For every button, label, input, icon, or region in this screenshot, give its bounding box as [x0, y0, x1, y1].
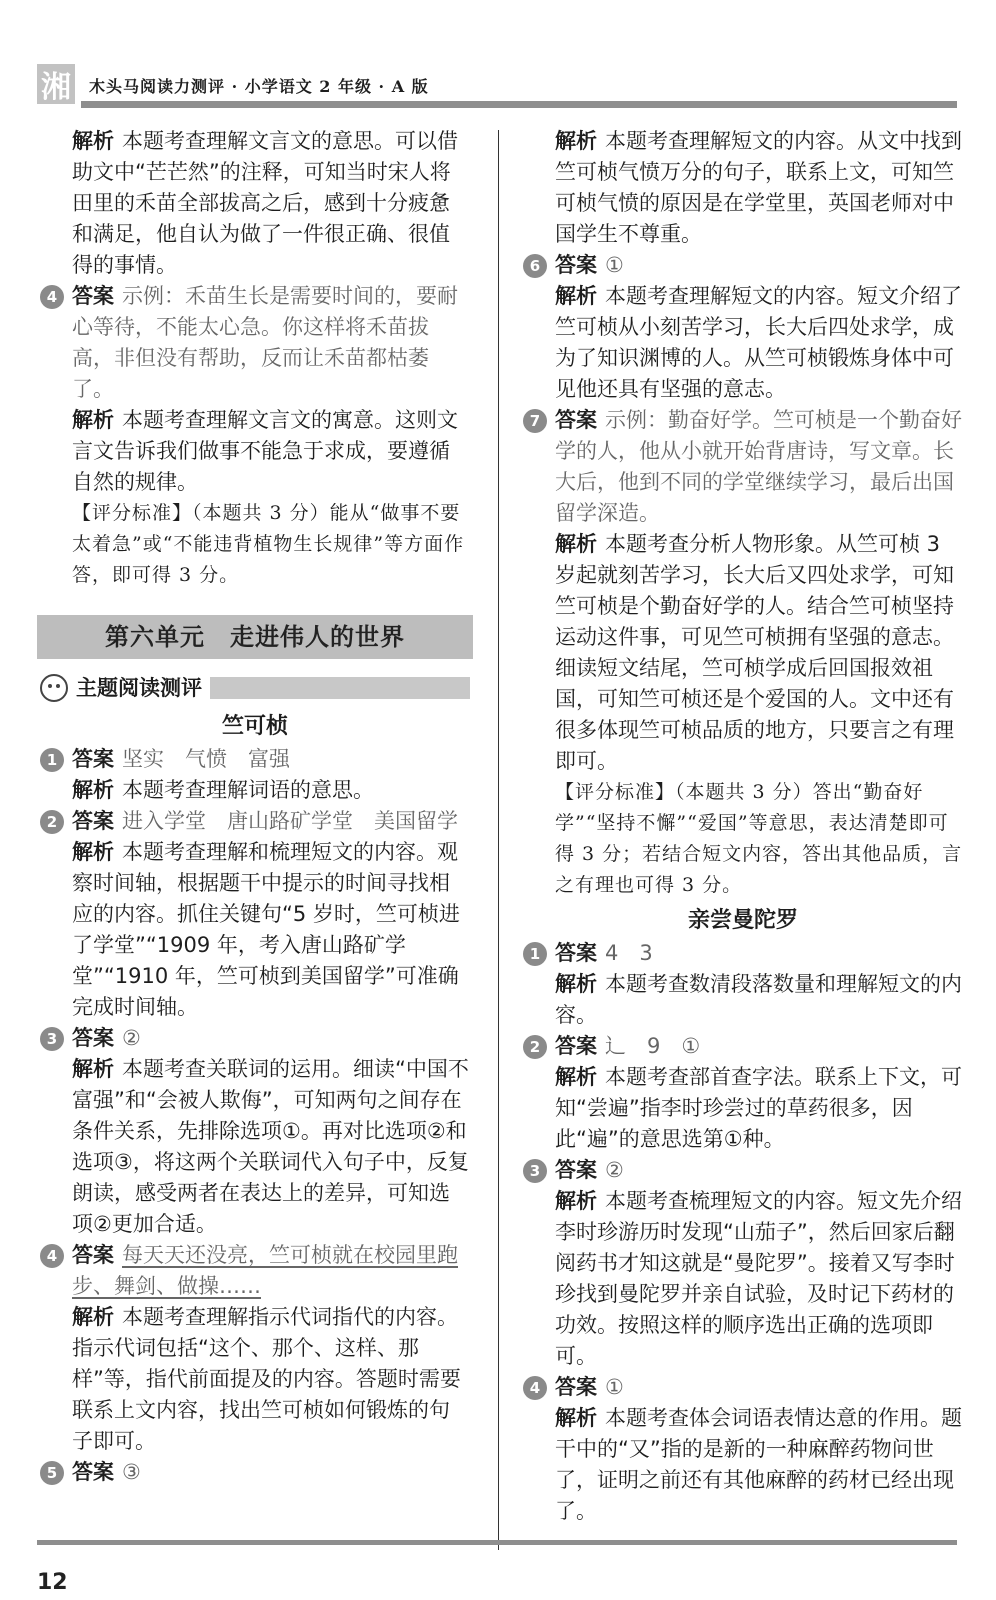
analysis-text: 本题考查理解和梳理短文的内容。观察时间轴，根据题干中提示的时间寻找相应的内容。抓住关键句“5 岁时，竺可桢进了学堂”“1909 年，考入唐山路矿学堂”“1910 年，竺可桢到美国留学”可准确完成时间轴。: [72, 840, 460, 1019]
scoring-criteria: 【评分标准】（本题共 3 分）能从“做事不要太着急”或“不能违背植物生长规律”等方面作答，即可得 3 分。: [72, 502, 465, 586]
analysis-label: 解析: [555, 129, 597, 153]
answer-label: 答案: [555, 253, 597, 277]
question-number: 4: [40, 285, 64, 309]
analysis-text: 本题考查关联词的运用。细读“中国不富强”和“会被人欺侮”，可知两句之间存在条件关系，先排除选项①。再对比选项②和选项③，将这两个关联词代入句子中，反复朗读，感受两者在表达上的差异，可知选项②更加合适。: [72, 1057, 469, 1236]
analysis-text: 本题考查理解短文的内容。短文介绍了竺可桢从小刻苦学习，长大后四处求学，成为了知识渊博的人。从竺可桢锻炼身体中可见他还具有坚强的意志。: [555, 284, 962, 401]
analysis-text: 本题考查梳理短文的内容。短文先介绍李时珍游历时发现“山茄子”，然后回家后翻阅药书才知这就是“曼陀罗”。接着又写李时珍找到曼陀罗并亲自试验，及时记下药材的功效。按照这样的顺序选出正确的选项即可。: [555, 1189, 962, 1368]
question-number: 4: [40, 1244, 64, 1268]
analysis-text: 本题考查分析人物形象。从竺可桢 3 岁起就刻苦学习，长大后又四处求学，可知竺可桢是个勤奋好学的人。结合竺可桢坚持运动这件事，可见竺可桢拥有坚强的意志。细读短文结尾，竺可桢学成后回国报效祖国，可知竺可桢还是个爱国的人。文中还有很多体现竺可桢品质的地方，只要言之有理即可。: [555, 532, 954, 773]
answer-text: ①: [605, 1375, 624, 1399]
analysis-block: [523, 126, 963, 250]
analysis-label: 解析: [72, 778, 114, 802]
analysis-label: 解析: [555, 1065, 597, 1089]
analysis-label: 解析: [72, 129, 114, 153]
question-number: 2: [523, 1035, 547, 1059]
question-number: 6: [523, 254, 547, 278]
question-item: [523, 1031, 963, 1155]
answer-text: 示例：勤奋好学。竺可桢是一个勤奋好学的人，他从小就开始背唐诗，写文章。长大后，他到不同的学堂继续学习，最后出国留学深造。: [555, 408, 962, 525]
unit-title: 第六单元 走进伟人的世界: [37, 615, 473, 659]
footer-rule: [37, 1540, 957, 1545]
answer-text: ①: [605, 253, 624, 277]
analysis-label: 解析: [72, 1057, 114, 1081]
answer-text: 辶 9 ①: [605, 1034, 701, 1058]
answer-text: ②: [122, 1026, 141, 1050]
question-number: 1: [523, 942, 547, 966]
question-number: 7: [523, 409, 547, 433]
analysis-text: 本题考查理解文言文的意思。可以借助文中“芒芒然”的注释，可知当时宋人将田里的禾苗全部拔高之后，感到十分疲惫和满足，他自认为做了一件很正确、很值得的事情。: [72, 129, 458, 277]
region-badge: 湘: [37, 64, 75, 104]
analysis-text: 本题考查理解文言文的寓意。这则文言文告诉我们做事不能急于求成，要遵循自然的规律。: [72, 408, 458, 494]
question-item: [523, 1372, 963, 1527]
analysis-text: 本题考查理解词语的意思。: [122, 778, 374, 802]
analysis-label: 解析: [555, 284, 597, 308]
analysis-label: 解析: [72, 840, 114, 864]
analysis-label: 解析: [72, 1305, 114, 1329]
theme-bar: [210, 677, 470, 699]
question-item: [40, 744, 470, 806]
column-divider: [498, 130, 499, 1550]
analysis-block: [40, 126, 470, 281]
reading-owl-icon: [40, 674, 68, 702]
answer-label: 答案: [555, 1034, 597, 1058]
question-number: 1: [40, 748, 64, 772]
question-item: [40, 281, 470, 405]
answer-text: 每天天还没亮，竺可桢就在校园里跑步、舞剑、做操……: [72, 1243, 458, 1298]
answer-label: 答案: [72, 1460, 114, 1484]
analysis-label: 解析: [72, 408, 114, 432]
analysis-text: 本题考查理解指示代词指代的内容。指示代词包括“这个、那个、这样、那样”等，指代前面提及的内容。答题时需要联系上文内容，找出竺可桢如何锻炼的句子即可。: [72, 1305, 461, 1453]
question-item: [523, 405, 963, 901]
right-column: [523, 126, 963, 1527]
answer-label: 答案: [555, 408, 597, 432]
page-number: 12: [37, 1570, 68, 1595]
theme-label: 主题阅读测评: [76, 675, 202, 700]
scoring-criteria: 【评分标准】（本题共 3 分）答出“勤奋好学”“坚持不懈”“爱国”等意思，表达清楚即可得 3 分；若结合短文内容，答出其他品质，言之有理也可得 3 分。: [555, 781, 963, 896]
answer-label: 答案: [555, 1158, 597, 1182]
answer-label: 答案: [72, 1243, 114, 1267]
answer-label: 答案: [72, 809, 114, 833]
answer-text: 示例：禾苗生长是需要时间的，要耐心等待，不能太心急。你这样将禾苗拔高，非但没有帮助，反而让禾苗都枯萎了。: [72, 284, 458, 401]
answer-text: 坚实 气愤 富强: [122, 747, 290, 771]
header-rule: [81, 101, 957, 108]
analysis-label: 解析: [555, 532, 597, 556]
analysis-text: 本题考查数清段落数量和理解短文的内容。: [555, 972, 962, 1027]
left-column: [40, 126, 470, 1488]
analysis-block: [40, 405, 470, 498]
analysis-text: 本题考查部首查字法。联系上下文，可知“尝遍”指李时珍尝过的草药很多，因此“遍”的意思选第①种。: [555, 1065, 962, 1151]
question-item: [40, 806, 470, 1023]
answer-label: 答案: [72, 747, 114, 771]
answer-text: ③: [122, 1460, 141, 1484]
passage-title: 竺可桢: [221, 714, 288, 739]
question-number: 3: [523, 1159, 547, 1183]
page-header: [37, 64, 957, 108]
passage-title: 亲尝曼陀罗: [687, 908, 798, 933]
question-item: [40, 1457, 470, 1488]
question-number: 4: [523, 1376, 547, 1400]
question-item: [523, 938, 963, 1031]
question-number: 5: [40, 1461, 64, 1485]
question-number: 3: [40, 1027, 64, 1051]
analysis-text: 本题考查体会词语表情达意的作用。题干中的“又”指的是新的一种麻醉药物问世了，证明之前还有其他麻醉的药材已经出现了。: [555, 1406, 962, 1523]
answer-text: 4 3: [605, 941, 653, 965]
question-number: 2: [40, 810, 64, 834]
analysis-text: 本题考查理解短文的内容。从文中找到竺可桢气愤万分的句子，联系上文，可知竺可桢气愤的原因是在学堂里，英国老师对中国学生不尊重。: [555, 129, 962, 246]
answer-label: 答案: [555, 1375, 597, 1399]
analysis-label: 解析: [555, 1189, 597, 1213]
answer-label: 答案: [555, 941, 597, 965]
analysis-label: 解析: [555, 972, 597, 996]
question-item: [523, 1155, 963, 1372]
book-title: 木头马阅读力测评 · 小学语文 2 年级 · A 版: [89, 77, 429, 96]
question-item: [523, 250, 963, 405]
answer-label: 答案: [72, 284, 114, 308]
answer-text: ②: [605, 1158, 624, 1182]
answer-label: 答案: [72, 1026, 114, 1050]
analysis-label: 解析: [555, 1406, 597, 1430]
question-item: [40, 1023, 470, 1240]
question-item: [40, 1240, 470, 1457]
answer-text: 进入学堂 唐山路矿学堂 美国留学: [122, 809, 458, 833]
theme-heading: [40, 671, 470, 705]
